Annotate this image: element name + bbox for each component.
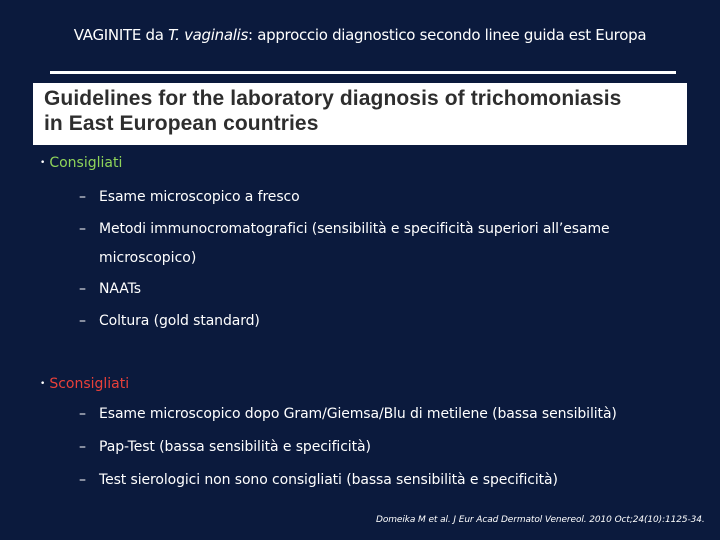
dash-icon: – — [79, 439, 86, 455]
dash-icon: – — [79, 406, 86, 422]
guideline-banner-image — [33, 83, 687, 145]
title-species: T. vaginalis — [168, 26, 248, 44]
list-item-continuation: microscopico) — [99, 250, 197, 266]
banner-line-1: Guidelines for the laboratory diagnosis of trichomoniasis — [44, 87, 622, 110]
dash-icon: – — [79, 472, 86, 488]
banner-line-2: in East European countries — [44, 112, 319, 135]
recommended-heading-label: Consigliati — [49, 155, 123, 171]
bullet-icon: • — [40, 158, 46, 168]
title-divider — [50, 71, 676, 74]
list-item-text: Esame microscopico a fresco — [99, 189, 300, 205]
not-recommended-heading-label: Sconsigliati — [49, 376, 130, 392]
recommended-heading — [40, 155, 122, 171]
bullet-icon: • — [40, 379, 46, 389]
list-item-text: Pap-Test (bassa sensibilità e specificità) — [99, 439, 371, 455]
title-suffix: : approccio diagnostico secondo linee guida est Europa — [248, 26, 647, 44]
slide-title — [0, 26, 720, 44]
list-item-text: Esame microscopico dopo Gram/Giemsa/Blu di metilene (bassa sensibilità) — [99, 406, 617, 422]
not-recommended-heading — [40, 376, 129, 392]
list-item-text: Metodi immunocromatografici (sensibilità e specificità superiori all’esame — [99, 221, 610, 237]
dash-icon: – — [79, 221, 86, 237]
title-prefix: VAGINITE da — [73, 26, 169, 44]
dash-icon: – — [79, 189, 86, 205]
list-item-text: Coltura (gold standard) — [99, 313, 260, 329]
dash-icon: – — [79, 313, 86, 329]
dash-icon: – — [79, 281, 86, 297]
list-item-text: NAATs — [99, 281, 141, 297]
list-item-text: Test sierologici non sono consigliati (bassa sensibilità e specificità) — [99, 472, 558, 488]
citation: Domeika M et al. J Eur Acad Dermatol Venereol. 2010 Oct;24(10):1125-34. — [376, 515, 705, 525]
